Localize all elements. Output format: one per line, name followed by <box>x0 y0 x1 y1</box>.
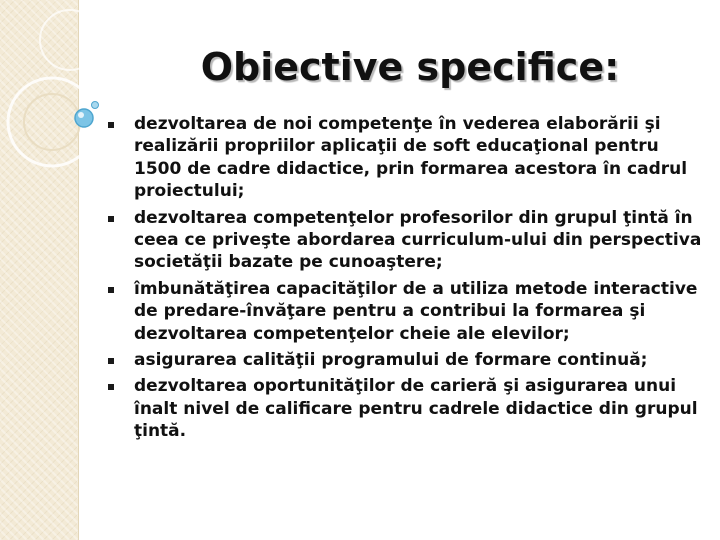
square-bullet-icon <box>108 358 114 364</box>
list-item-text: dezvoltarea competenţelor profesorilor din grupul ţintă în ceea ce priveşte abordarea curriculum-ului din perspectiva societăţii bazate pe cunoaştere; <box>134 207 702 273</box>
list-item <box>104 113 704 203</box>
list-item-text: dezvoltarea oportunităţilor de carieră şi asigurarea unui înalt nivel de calificare pentru cadrele didactice din grupul ţintă. <box>134 376 698 442</box>
square-bullet-icon <box>108 216 114 222</box>
list-item <box>104 375 704 442</box>
square-bullet-icon <box>108 384 114 390</box>
list-item <box>104 207 704 274</box>
list-item <box>104 349 704 371</box>
list-item-text: îmbunătăţirea capacităţilor de a utiliza metode interactive de predare-învăţare pentru a contribui la formarea şi dezvoltarea competenţelor cheie ale elevilor; <box>134 278 698 344</box>
list-item-text: dezvoltarea de noi competenţe în vederea elaborării şi realizării propriilor aplicaţii de soft educaţional pentru 1500 de cadre didactice, prin formarea acestora în cadrul proiectului; <box>134 114 688 202</box>
list-item-text: asigurarea calităţii programului de formare continuă; <box>134 350 648 371</box>
slide-title: Obiective specifice: <box>200 45 620 89</box>
square-bullet-icon <box>108 122 114 128</box>
objectives-list <box>104 113 704 447</box>
square-bullet-icon <box>108 287 114 293</box>
list-item <box>104 278 704 345</box>
